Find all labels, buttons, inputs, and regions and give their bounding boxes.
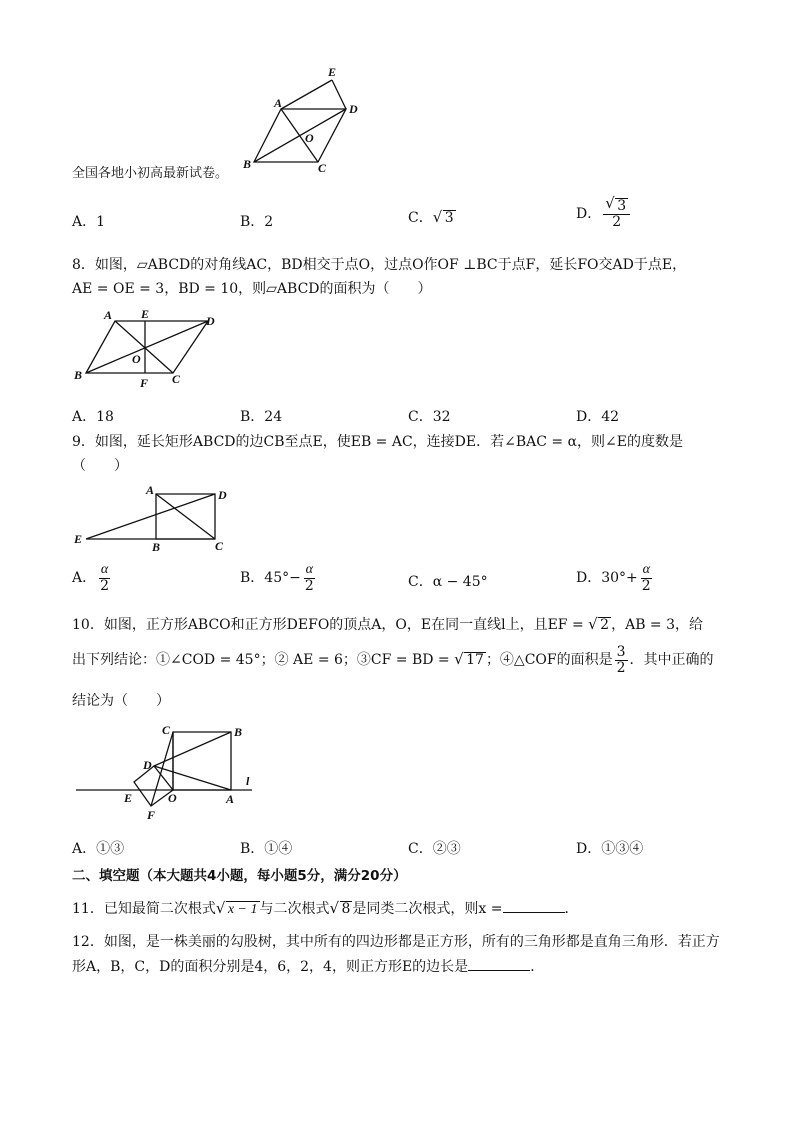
q9-option-b: B．45°− $\frac{\alpha}{2}$ (240, 562, 314, 594)
diagonal-ac-q8 (115, 321, 173, 373)
label-c-q10: C (162, 723, 171, 737)
label-e-q10: E (124, 791, 133, 805)
label-c-q9: C (215, 539, 224, 553)
q9-line1: 9．如图，延长矩形ABCD的边CB至点E，使EB = AC，连接DE．若∠BAC = α，则∠E的度数是 (72, 434, 684, 450)
q10-option-d: D．①③④ (576, 841, 644, 857)
label-b: B (243, 157, 252, 171)
q10-line1: 10．如图，正方形ABCO和正方形DEFO的顶点A，O，E在同一直线l上，且EF = √ 2 ，AB = 3，给 (72, 614, 703, 634)
segment-da (154, 766, 231, 790)
q7-option-a: A．1 (72, 214, 106, 230)
label-c: C (318, 161, 327, 175)
q8-option-d: D．42 (576, 409, 620, 425)
label-a-q9: A (146, 483, 155, 497)
ad-text: 全国各地小初高最新试卷。 (72, 166, 229, 181)
q9-option-a: A． $\frac{\alpha}{2}$ (72, 562, 110, 594)
label-e-q8: E (141, 307, 150, 321)
q8-option-a: A．18 (72, 409, 114, 425)
label-l-q10: l (246, 774, 250, 788)
q7-option-b: B．2 (240, 214, 274, 230)
label-b-q8: B (74, 368, 83, 382)
figure-q8 (70, 305, 230, 393)
q10-option-c: C．②③ (408, 841, 461, 857)
label-b-q10: B (234, 725, 243, 739)
label-o: O (305, 131, 314, 145)
q9-line2: （ ） (72, 458, 128, 474)
label-b-q9: B (152, 540, 161, 554)
q7-option-c: C．√ 3 (408, 207, 456, 227)
q8-line2: AE = OE = 3，BD = 10，则▱ABCD的面积为（ ） (72, 281, 432, 297)
q11-line: 11．已知最简二次根式√ x − 1 与二次根式√ 8 是同类二次根式，则x = ． (72, 898, 579, 918)
label-o-q10: O (168, 791, 177, 805)
diagonal-bd-q8 (86, 321, 208, 373)
label-d-q10: D (143, 758, 152, 772)
segment-bd (154, 732, 231, 766)
label-a-q8: A (104, 308, 113, 322)
label-d-q9: D (218, 488, 227, 502)
q10-option-b: B．①④ (240, 841, 293, 857)
label-c-q8: C (172, 372, 181, 386)
figure-q7 (240, 62, 370, 182)
segment-ed (86, 494, 215, 539)
diagonal-ac-q9 (156, 494, 215, 539)
segment-ae (281, 80, 332, 109)
figure-q10 (70, 718, 270, 826)
q8-option-b: B．24 (240, 409, 283, 425)
label-d: D (349, 102, 358, 116)
section-2-heading: 二、填空题（本大题共4小题，每小题5分，满分20分） (72, 868, 407, 884)
q11-answer-blank[interactable] (503, 900, 565, 913)
q7-option-d: D． √ $\frac{3}{2}$ (576, 198, 632, 230)
label-a: A (274, 96, 283, 110)
figure-q9 (70, 482, 240, 554)
label-e: E (328, 65, 337, 79)
label-e-q9: E (74, 532, 83, 546)
label-o-q8: O (132, 352, 141, 366)
q8-option-c: C．32 (408, 409, 451, 425)
label-f-q10: F (147, 808, 156, 822)
q12-line1: 12．如图，是一株美丽的勾股树，其中所有的四边形都是正方形，所有的三角形都是直角三角形．若正方 (72, 934, 720, 950)
label-d-q8: D (206, 314, 215, 328)
q12-line2: 形A，B，C，D的面积分别是4，6，2，4，则正方形E的边长是 ． (72, 959, 545, 975)
label-a-q10: A (226, 792, 235, 806)
segment-ed (332, 80, 346, 109)
q10-option-a: A．①③ (72, 841, 125, 857)
label-f-q8: F (140, 376, 149, 390)
q9-option-c: C．α − 45° (408, 574, 488, 590)
q10-line2: 出下列结论：①∠COD = 45°；② AE = 6；③CF = BD = √ 17 ；④△COF的面积是 $\frac{3}{2}$ ．其中正确的 (72, 645, 714, 675)
q9-option-d: D．30°+ $\frac{\alpha}{2}$ (576, 562, 651, 594)
q8-line1: 8．如图，▱ABCD的对角线AC，BD相交于点O，过点O作OF ⊥BC于点F，延长FO交AD于点E， (72, 257, 687, 273)
q10-line3: 结论为（ ） (72, 693, 170, 709)
q12-answer-blank[interactable] (468, 958, 530, 971)
